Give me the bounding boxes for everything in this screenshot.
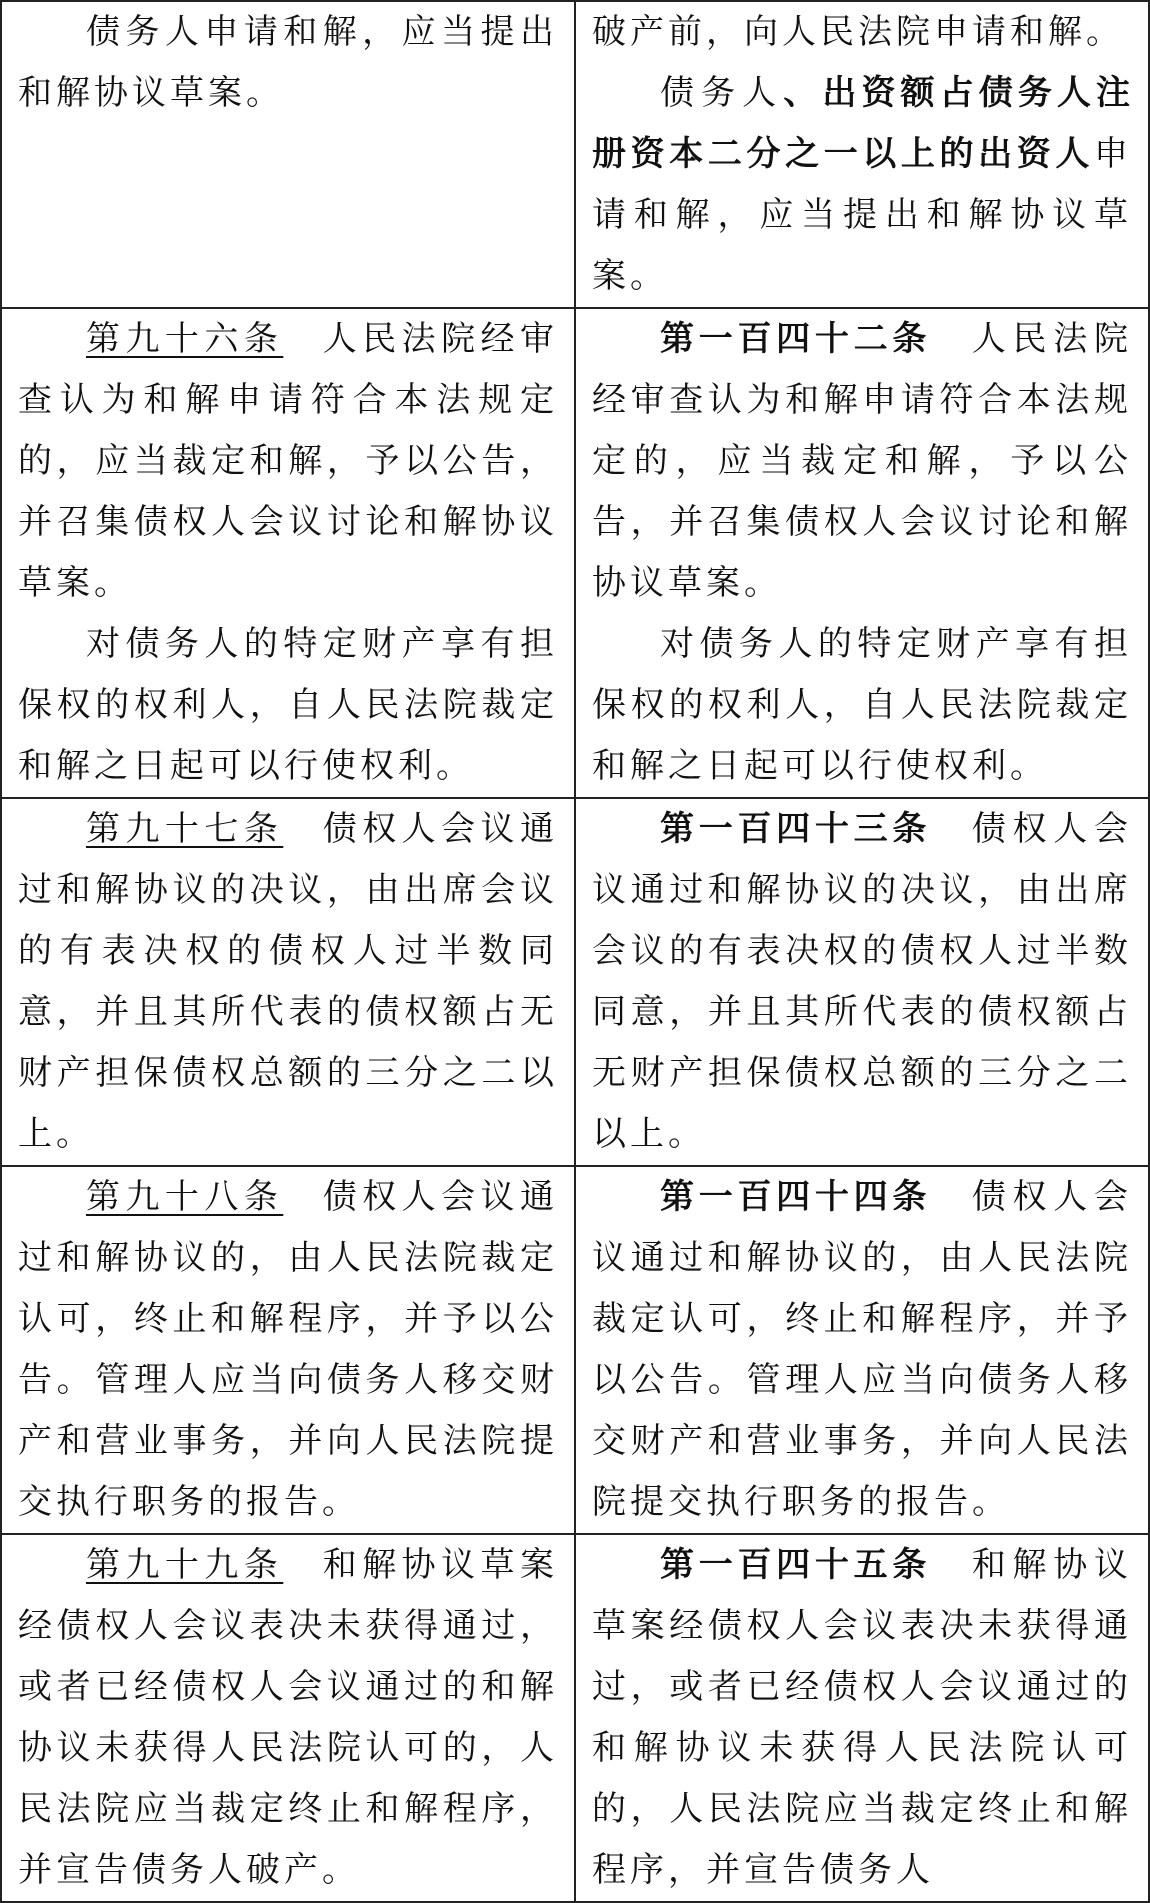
paragraph (592, 799, 1132, 1165)
paragraph-text: 对债务人的特定财产享有担保权的权利人，自人民法院裁定和解之日起可以行使权利。 (18, 624, 558, 786)
paragraph (592, 1535, 1132, 1901)
new-law-cell (575, 1166, 1149, 1534)
paragraph-text: 债权人会议通过和解协议的，由人民法院裁定认可，终止和解程序，并予以公告。管理人应当向债务人移交财产和营业事务，并向人民法院提交执行职务的报告。 (592, 1177, 1133, 1522)
paragraph-text: 和解协议草案经债权人会议表决未获得通过，或者已经债权人会议通过的和解协议未获得人民法院认可的，人民法院应当裁定终止和解程序，并宣告债务人 (592, 1545, 1133, 1890)
paragraph (592, 1167, 1132, 1533)
paragraph-text: 申请和解，应当提出和解协议草案。 (592, 134, 1132, 296)
paragraph-text: 债权人会议通过和解协议的决议，由出席会议的有表决权的债权人过半数同意，并且其所代表的债权额占无财产担保债权总额的三分之二以上。 (592, 809, 1133, 1154)
paragraph (592, 63, 1132, 307)
new-law-cell (575, 1534, 1149, 1902)
paragraph-text: 债务人申请和解，应当提出和解协议草案。 (18, 12, 558, 113)
paragraph (18, 1535, 558, 1901)
paragraph (18, 614, 558, 797)
paragraph (18, 1167, 558, 1533)
article-number: 第九十九条 (86, 1545, 284, 1585)
paragraph-text: 和解协议草案经债权人会议表决未获得通过，或者已经债权人会议通过的和解协议未获得人民法院认可的，人民法院应当裁定终止和解程序，并宣告债务人破产。 (18, 1545, 559, 1890)
old-law-cell (1, 1, 575, 308)
paragraph-text: 债权人会议通过和解协议的，由人民法院裁定认可，终止和解程序，并予以公告。管理人应当向债务人移交财产和营业事务，并向人民法院提交执行职务的报告。 (18, 1177, 559, 1522)
table-row (1, 1534, 1149, 1902)
paragraph (18, 309, 558, 614)
paragraph-text: 人民法院经审查认为和解申请符合本法规定的，应当裁定和解，予以公告，并召集债权人会议讨论和解协议草案。 (18, 319, 559, 603)
paragraph-text: 债权人会议通过和解协议的决议，由出席会议的有表决权的债权人过半数同意，并且其所代表的债权额占无财产担保债权总额的三分之二以上。 (18, 809, 559, 1154)
old-law-cell (1, 1166, 575, 1534)
article-number: 第九十八条 (86, 1177, 284, 1217)
paragraph (592, 309, 1132, 614)
old-law-cell (1, 798, 575, 1166)
article-number: 第一百四十四条 (660, 1177, 932, 1217)
old-law-cell (1, 1534, 575, 1902)
paragraph-text: 破产前，向人民法院申请和解。 (592, 12, 1124, 52)
amended-text: 、出资额占债务人注册资本二分之一以上的出资人 (592, 73, 1133, 174)
old-law-cell (1, 308, 575, 798)
article-number: 第一百四十三条 (660, 809, 932, 849)
article-number: 第九十六条 (86, 319, 284, 359)
table-row (1, 308, 1149, 798)
article-number: 第一百四十五条 (660, 1545, 932, 1585)
paragraph (18, 2, 558, 124)
table-row (1, 1, 1149, 308)
paragraph (592, 614, 1132, 797)
article-number: 第一百四十二条 (660, 319, 932, 359)
paragraph (18, 799, 558, 1165)
paragraph (592, 2, 1132, 63)
new-law-cell (575, 1, 1149, 308)
new-law-cell (575, 798, 1149, 1166)
paragraph-text: 债务人 (660, 73, 784, 113)
table-row (1, 798, 1149, 1166)
new-law-cell (575, 308, 1149, 798)
table-row (1, 1166, 1149, 1534)
article-number: 第九十七条 (86, 809, 284, 849)
paragraph-text: 对债务人的特定财产享有担保权的权利人，自人民法院裁定和解之日起可以行使权利。 (592, 624, 1132, 786)
paragraph-text: 人民法院经审查认为和解申请符合本法规定的，应当裁定和解，予以公告，并召集债权人会议讨论和解协议草案。 (592, 319, 1133, 603)
